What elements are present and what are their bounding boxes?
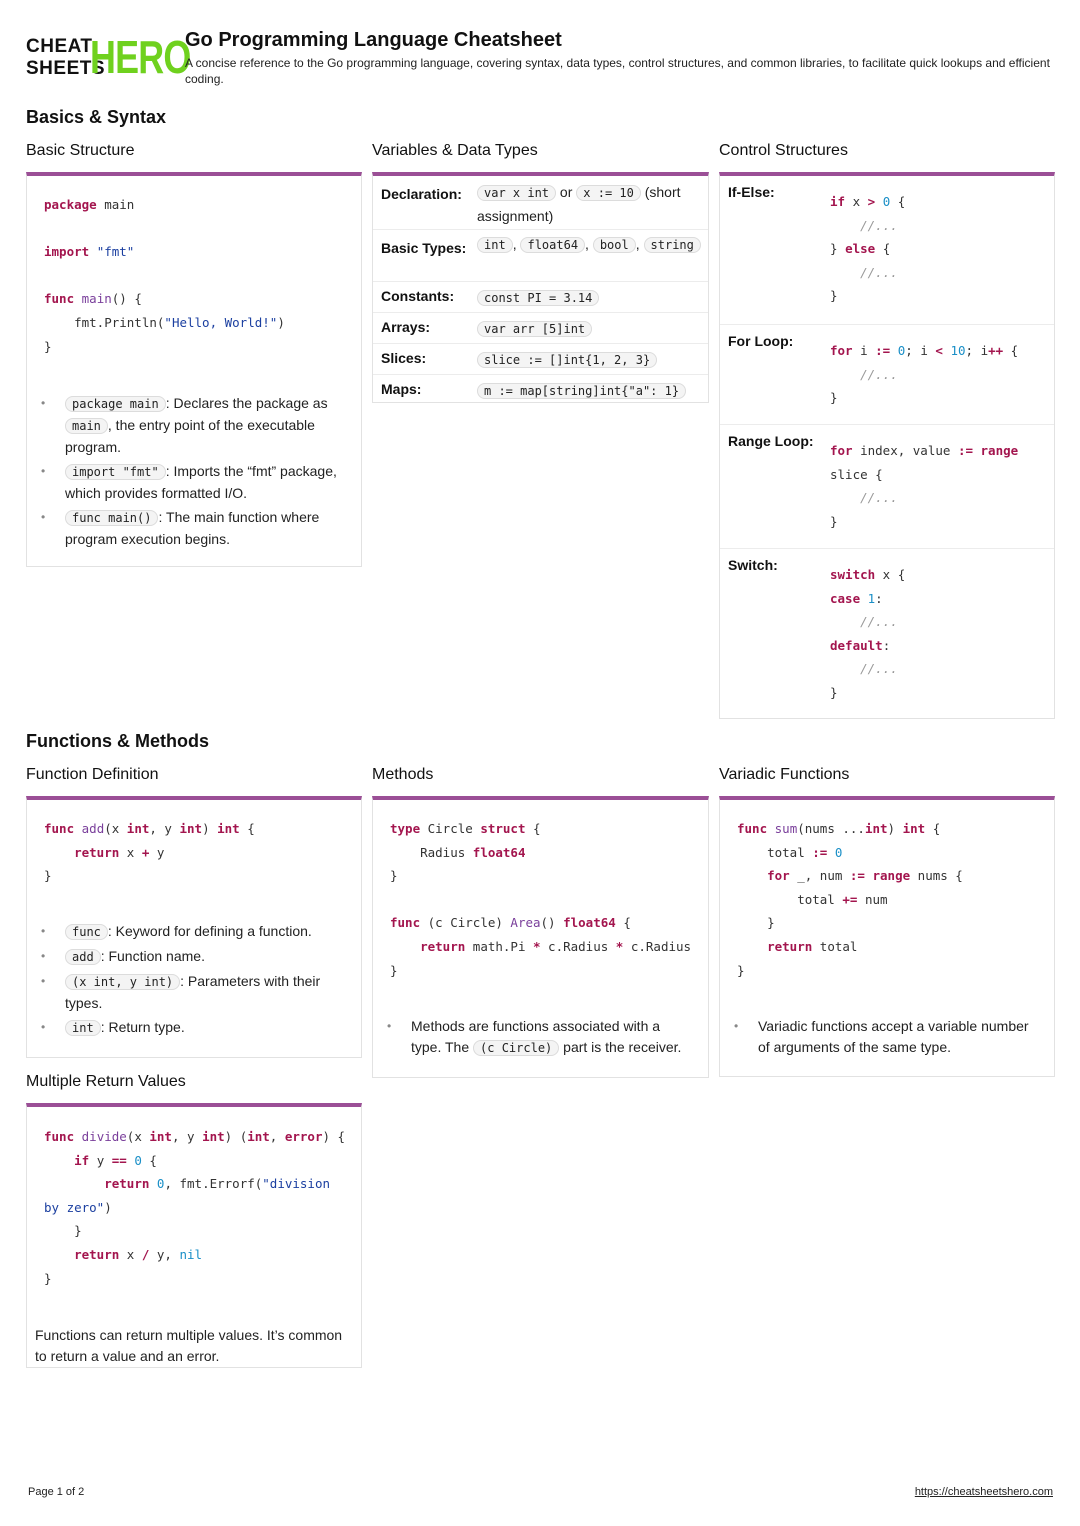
card-variadic [719, 796, 1055, 1077]
card-function-definition [26, 796, 362, 1058]
page-subtitle: A concise reference to the Go programming language, covering syntax, data types, control structures, and common libraries, to facilitate quick lookups and efficient coding. [185, 56, 1050, 86]
table-row [720, 325, 1054, 425]
card-methods [372, 796, 709, 1078]
row-label: If-Else: [728, 184, 775, 200]
card-title-control: Control Structures [719, 142, 848, 159]
row-label: Switch: [728, 557, 778, 573]
inline-code: (c Circle) [473, 1040, 559, 1056]
code-block-variadic: func sum(nums ...int) int { total := 0 for _, num := range nums { total += num } return total } [737, 821, 963, 978]
code-block-function-definition: func add(x int, y int) int { return x + y } [44, 821, 255, 884]
inline-code: add [65, 949, 101, 965]
table-row [373, 313, 708, 344]
row-label: Maps: [381, 381, 422, 397]
code-block-range-loop: for index, value := range slice { //... } [830, 443, 1019, 529]
card-title-basic-structure: Basic Structure [26, 142, 135, 159]
table-row [720, 549, 1054, 719]
table-row [373, 375, 708, 403]
logo-text-cheat: CHEAT [26, 36, 93, 57]
list-item: • func : Keyword for defining a function. [27, 921, 347, 943]
row-value: int , float64 , bool , string [477, 233, 703, 257]
inline-code: package main [65, 396, 166, 412]
list-item: • func main() : The main function where program execution begins. [27, 507, 347, 550]
code-block-methods: type Circle struct { Radius float64 } func (c Circle) Area() float64 { return math.Pi * c.Radius * c.Radius } [390, 821, 692, 978]
card-multiple-return [26, 1103, 362, 1368]
page-title: Go Programming Language Cheatsheet [185, 29, 562, 51]
inline-code: import "fmt" [65, 464, 166, 480]
row-label: Constants: [381, 288, 455, 304]
card-variables [372, 172, 709, 403]
list-item: • Variadic functions accept a variable number of arguments of the same type. [720, 1016, 1040, 1058]
logo-text-sheets: SHEETS [26, 58, 106, 79]
row-value: var x int or x := 10 (short assignment) [477, 184, 681, 224]
code-block-for-loop: for i := 0; i < 10; i++ { //... } [830, 343, 1019, 406]
code-block-if-else: if x > 0 { //... } else { //... } [830, 194, 906, 304]
bullet-list-basic-structure [27, 393, 347, 553]
bullet-list-methods [373, 1016, 693, 1062]
inline-code: func [65, 924, 108, 940]
card-title-variadic: Variadic Functions [719, 766, 850, 783]
table-row [720, 176, 1054, 325]
list-item: • add : Function name. [27, 946, 347, 968]
section-title-basics: Basics & Syntax [26, 107, 167, 127]
page-number: Page 1 of 2 [28, 1486, 85, 1498]
inline-code: main [65, 418, 108, 434]
table-row [373, 282, 708, 313]
inline-code: func main() [65, 510, 158, 526]
list-item: • Methods are functions associated with a type. The (c Circle) part is the receiver. [373, 1016, 693, 1059]
list-item: • (x int, y int) : Parameters with their types. [27, 971, 347, 1014]
row-label: Declaration: [381, 186, 462, 202]
inline-code: int [65, 1020, 101, 1036]
table-row [373, 176, 708, 230]
row-label: Arrays: [381, 319, 431, 335]
logo[interactable] [26, 31, 191, 83]
card-title-multiple-return: Multiple Return Values [26, 1073, 186, 1090]
table-row [720, 425, 1054, 549]
card-title-variables: Variables & Data Types [372, 142, 538, 159]
row-label: For Loop: [728, 333, 794, 349]
list-item: • import "fmt" : Imports the “fmt” package, which provides formatted I/O. [27, 461, 347, 504]
bullet-list-function-definition [27, 921, 347, 1042]
table-row [373, 230, 708, 282]
logo-text-hero: HERO [90, 31, 191, 83]
row-value: var arr [5]int [477, 317, 703, 341]
note-multiple-return: Functions can return multiple values. It’s common to return a value and an error. [35, 1327, 343, 1364]
card-basic-structure [26, 172, 362, 567]
card-title-methods: Methods [372, 766, 434, 783]
row-label: Basic Types: [381, 240, 467, 256]
row-value: const PI = 3.14 [477, 286, 703, 310]
code-block-switch: switch x { case 1: //... default: //... } [830, 567, 906, 700]
code-block-basic-structure: package main import "fmt" func main() { fmt.Println("Hello, World!") } [44, 197, 285, 354]
row-value: slice := []int{1, 2, 3} [477, 348, 703, 372]
code-block-multiple-return: func divide(x int, y int) (int, error) { if y == 0 { return 0, fmt.Errorf("division by zero") } return x / y, nil } [44, 1129, 346, 1286]
row-label: Range Loop: [728, 433, 814, 449]
inline-code: (x int, y int) [65, 974, 180, 990]
row-value: m := map[string]int{"a": 1} [477, 379, 703, 403]
list-item: • int : Return type. [27, 1017, 347, 1039]
list-item: • package main : Declares the package as main , the entry point of the executable program. [27, 393, 347, 458]
card-control [719, 172, 1055, 719]
footer-link[interactable]: https://cheatsheetshero.com [914, 1486, 1053, 1498]
row-label: Slices: [381, 350, 427, 366]
bullet-list-variadic [720, 1016, 1040, 1061]
card-title-function-definition: Function Definition [26, 766, 159, 783]
table-row [373, 344, 708, 375]
section-title-functions: Functions & Methods [26, 731, 209, 751]
